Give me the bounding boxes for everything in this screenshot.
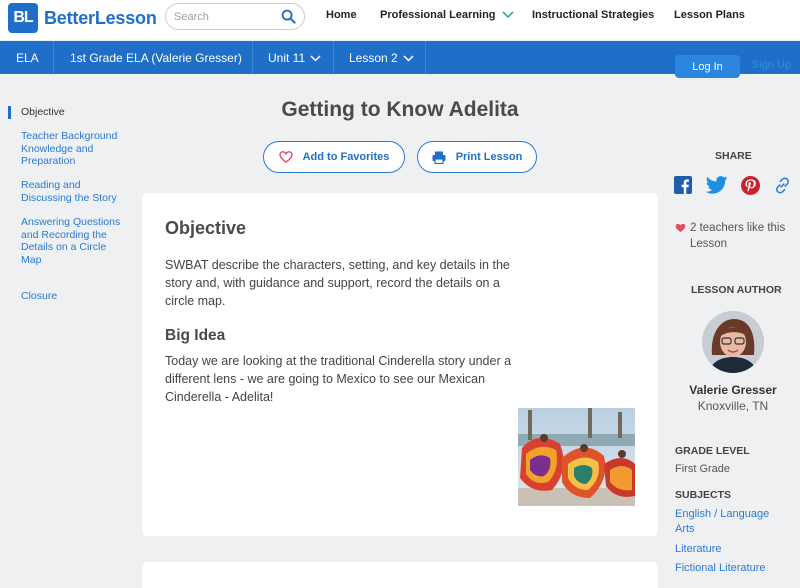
add-to-favorites-label: Add to Favorites (302, 151, 390, 163)
big-idea-heading: Big Idea (165, 327, 226, 344)
big-idea-text: Today we are looking at the traditional Cinderella story under a different lens - we are going to Mexico to see our Mexican Cinderella - Adelita! (165, 354, 512, 404)
nav-professional-learning-label: Professional Learning (380, 9, 496, 21)
breadcrumb-lesson[interactable] (349, 51, 414, 65)
logo-badge: BL (8, 3, 38, 33)
facebook-icon[interactable] (674, 176, 692, 194)
objective-heading: Objective (165, 218, 247, 238)
page-title: Getting to Know Adelita (281, 98, 519, 121)
author-name[interactable]: Valerie Gresser (689, 383, 777, 397)
likes-count (675, 220, 795, 252)
betterlesson-logo[interactable] (8, 3, 157, 33)
heart-icon (675, 223, 686, 233)
author-location: Knoxville, TN (697, 399, 769, 413)
likes-text: 2 teachers like this Lesson (690, 222, 786, 250)
nav-home-label: Home (326, 9, 357, 21)
toc-active-marker (8, 106, 11, 119)
toc-item-teacher-background[interactable]: Teacher Background Knowledge and Preparation (21, 130, 118, 167)
pinterest-icon[interactable] (741, 176, 760, 195)
breadcrumb-divider (252, 41, 253, 74)
breadcrumb-lesson-label: Lesson 2 (349, 51, 398, 65)
breadcrumb-unit[interactable] (268, 51, 321, 65)
subject-link-fictional-literature[interactable]: Fictional Literature (675, 562, 766, 574)
nav-home[interactable] (326, 9, 357, 21)
toc-item-closure[interactable]: Closure (21, 290, 58, 302)
nav-lesson-plans-label: Lesson Plans (674, 9, 745, 21)
breadcrumb-ela-label: ELA (16, 51, 39, 65)
subjects-heading: SUBJECTS (675, 489, 732, 501)
breadcrumb-divider (425, 41, 426, 74)
chevron-down-icon (403, 55, 414, 62)
grade-level-value: First Grade (675, 463, 731, 475)
nav-lesson-plans[interactable] (674, 9, 745, 21)
subject-link-literature[interactable]: Literature (675, 543, 722, 555)
twitter-icon[interactable] (706, 176, 728, 194)
objective-card (142, 193, 658, 536)
author-photo (702, 311, 764, 373)
subject-link-english-language-arts[interactable]: English / Language Arts (675, 508, 770, 535)
link-icon[interactable] (773, 176, 792, 195)
printer-icon (432, 151, 446, 164)
search-placeholder: Search (174, 10, 209, 23)
print-lesson-label: Print Lesson (455, 151, 523, 163)
toc-item-objective[interactable]: Objective (21, 106, 65, 118)
breadcrumb-ela[interactable] (16, 51, 39, 65)
breadcrumb-divider (333, 41, 334, 74)
heart-outline-icon (279, 151, 293, 163)
sign-up-link[interactable]: Sign Up (752, 59, 792, 71)
add-to-favorites-button[interactable] (263, 141, 405, 173)
author-avatar[interactable] (702, 311, 764, 373)
breadcrumb-course[interactable] (70, 51, 242, 65)
print-lesson-button[interactable] (417, 141, 537, 173)
grade-level-heading: GRADE LEVEL (675, 445, 750, 457)
nav-professional-learning[interactable] (380, 9, 514, 21)
search-icon[interactable] (281, 9, 296, 24)
breadcrumb-unit-label: Unit 11 (268, 51, 306, 65)
share-heading: SHARE (715, 150, 752, 162)
nav-instructional-strategies-label: Instructional Strategies (532, 9, 655, 21)
chevron-down-icon (502, 11, 514, 19)
breadcrumb-course-label: 1st Grade ELA (Valerie Gresser) (70, 51, 242, 65)
top-header (0, 0, 800, 40)
chevron-down-icon (310, 55, 321, 62)
breadcrumb-divider (53, 41, 54, 74)
nav-instructional-strategies[interactable] (532, 9, 654, 21)
toc-item-reading-discussing[interactable]: Reading and Discussing the Story (21, 179, 117, 204)
logo-text: BetterLesson (44, 7, 157, 28)
dancers-image (518, 408, 635, 506)
lesson-author-heading: LESSON AUTHOR (691, 284, 782, 296)
toc-item-answering-questions[interactable]: Answering Questions and Recording the Details on a Circle Map (21, 216, 121, 266)
lesson-photo-dancers[interactable] (518, 408, 635, 506)
search-input[interactable] (165, 3, 305, 30)
objective-text: SWBAT describe the characters, setting, and key details in the story and, with guidance and support, record the details on a circle map. (165, 258, 510, 308)
next-section-card (142, 562, 658, 588)
log-in-button[interactable]: Log In (675, 55, 740, 78)
